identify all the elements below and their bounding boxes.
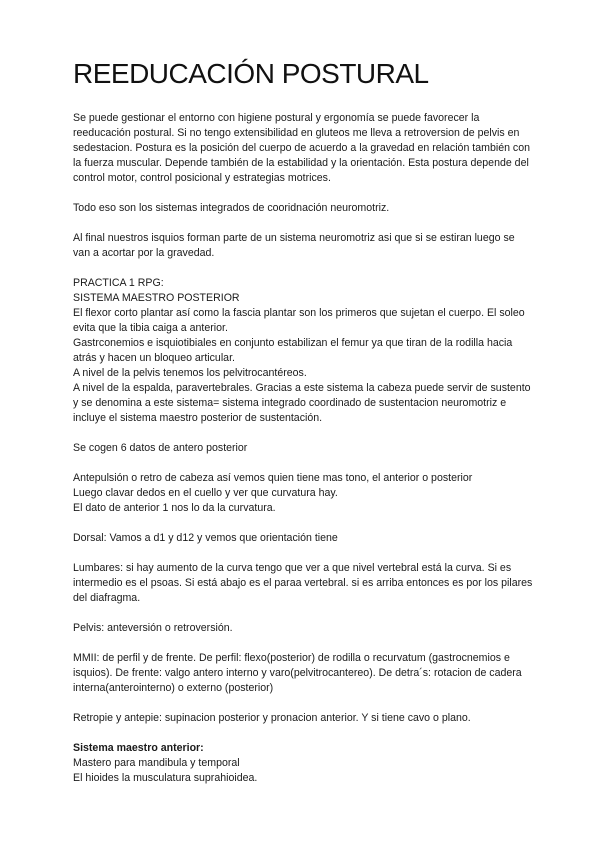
- practica-line: El flexor corto plantar así como la fascia plantar son los primeros que sujetan el cuerpo. El soleo evita que la tibia caiga a anterior.: [73, 307, 525, 334]
- antepulsion-line: El dato de anterior 1 nos lo da la curvatura.: [73, 502, 276, 514]
- paragraph-dorsal: Dorsal: Vamos a d1 y d12 y vemos que orientación tiene: [73, 532, 338, 544]
- antepulsion-line: Antepulsión o retro de cabeza así vemos quien tiene mas tono, el anterior o posterior: [73, 472, 473, 484]
- paragraph-systems: Todo eso son los sistemas integrados de cooridnación neuromotriz.: [73, 202, 390, 214]
- paragraph-datos: Se cogen 6 datos de antero posterior: [73, 442, 248, 454]
- anterior-line: Mastero para mandibula y temporal: [73, 757, 240, 769]
- anterior-line: El hioides la musculatura suprahioidea.: [73, 772, 258, 784]
- practica-line: A nivel de la pelvis tenemos los pelvitrocantéreos.: [73, 367, 307, 379]
- paragraph-pelvis: Pelvis: anteversión o retroversión.: [73, 622, 233, 634]
- practica-heading: PRACTICA 1 RPG:: [73, 277, 164, 289]
- document-page: [73, 56, 533, 786]
- section-antepulsion: [73, 471, 533, 516]
- practica-line: Gastrconemios e isquiotibiales en conjunto estabilizan el femur ya que tiran de la rodilla hacia atrás y hacen un bloqueo articular.: [73, 337, 513, 364]
- paragraph-retropie: Retropie y antepie: supinacion posterior y pronacion anterior. Y si tiene cavo o plano.: [73, 712, 471, 724]
- paragraph-lumbares: Lumbares: si hay aumento de la curva tengo que ver a que nivel vertebral está la curva. Si es intermedio es el psoas. Si está abajo es el paraa vertebral. si es arriba entonces es por los pilares del diafragma.: [73, 562, 533, 604]
- anterior-heading: Sistema maestro anterior:: [73, 742, 204, 754]
- section-practica: [73, 276, 533, 426]
- paragraph-mmii: MMII: de perfil y de frente. De perfil: flexo(posterior) de rodilla o recurvatum (gastrocnemios e isquios). De frente: valgo antero interno y varo(pelvitrocantereo). De detra´s: rotacion de cadera interna(anterointerno) o externo (posterior): [73, 652, 522, 694]
- antepulsion-line: Luego clavar dedos en el cuello y ver que curvatura hay.: [73, 487, 338, 499]
- paragraph-isquios: Al final nuestros isquios forman parte de un sistema neuromotriz asi que si se estiran luego se van a acortar por la gravedad.: [73, 232, 515, 259]
- section-anterior: [73, 741, 533, 786]
- page-title: REEDUCACIÓN POSTURAL: [73, 58, 429, 89]
- paragraph-intro: Se puede gestionar el entorno con higiene postural y ergonomía se puede favorecer la reeducación postural. Si no tengo extensibilidad en gluteos me lleva a retroversion de pelvis en sedestacion. Postura es la posición del cuerpo de acuerdo a la gravedad en relación también con la fuerza muscular. Depende también de la estabilidad y la orientación. Esta postura depende del control motor, control posicional y estrategias motrices.: [73, 112, 531, 184]
- practica-subheading: SISTEMA MAESTRO POSTERIOR: [73, 292, 240, 304]
- practica-line: A nivel de la espalda, paravertebrales. Gracias a este sistema la cabeza puede servir de sustento y se denomina a este sistema= sistema integrado coordinado de sustentacion neuromotriz e incluye el sistema maestro posterior de sustentación.: [73, 382, 531, 424]
